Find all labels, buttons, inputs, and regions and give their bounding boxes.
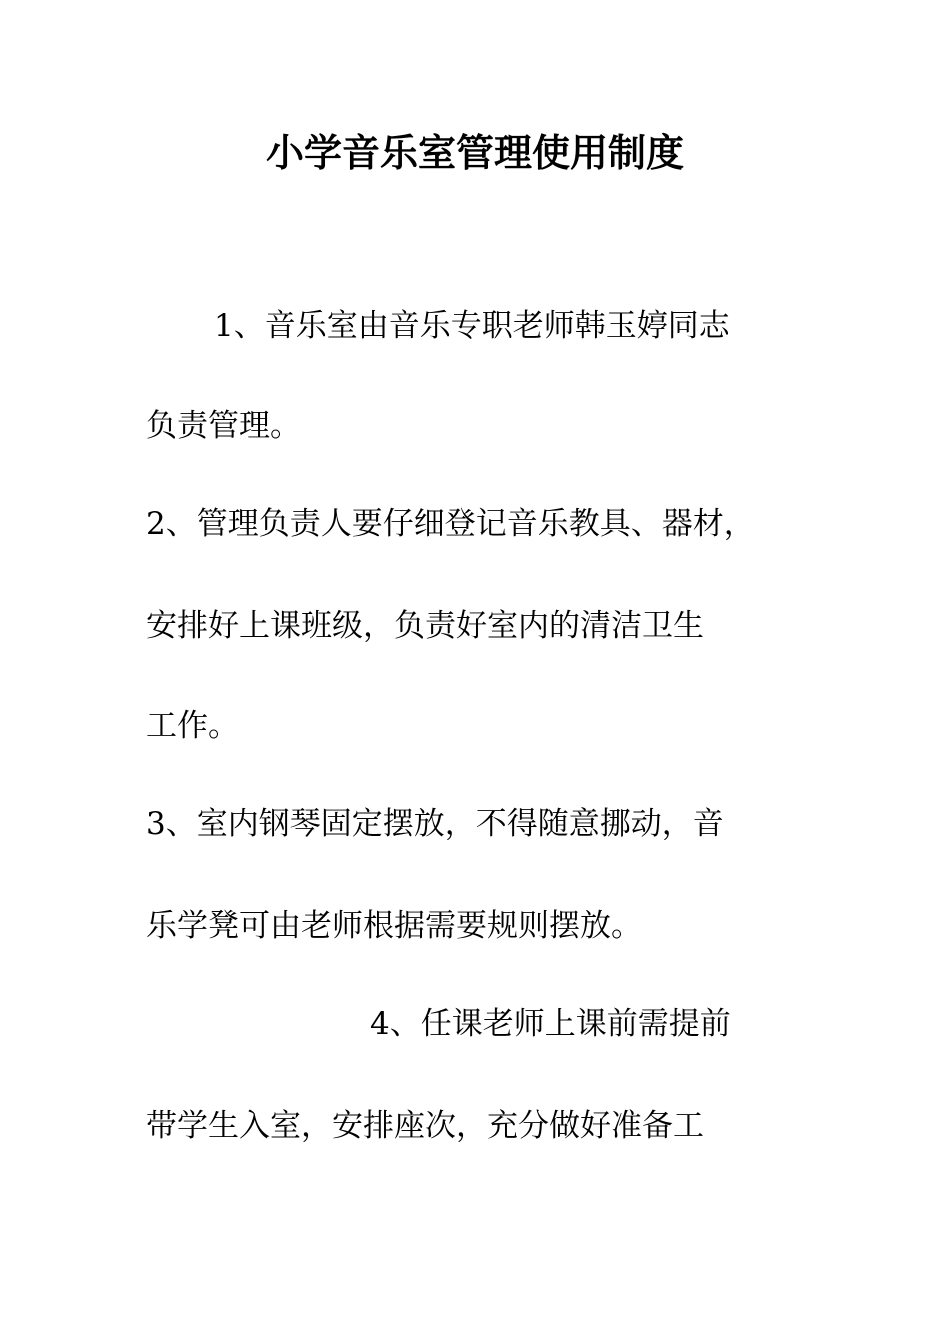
- document-title: 小学音乐室管理使用制度: [265, 131, 684, 175]
- text-line-8: 4、任课老师上课前需提前: [370, 1006, 731, 1042]
- text-line-2: 负责管理。: [146, 408, 301, 444]
- text-line-3: 2、管理负责人要仔细登记音乐教具、器材，: [146, 506, 755, 542]
- text-line-7: 乐学凳可由老师根据需要规则摆放。: [146, 908, 642, 944]
- text-line-4: 安排好上课班级，负责好室内的清洁卫生: [146, 608, 704, 644]
- text-line-5: 工作。: [146, 708, 239, 744]
- text-line-9: 带学生入室，安排座次，充分做好准备工: [146, 1108, 704, 1144]
- text-line-6: 3、室内钢琴固定摆放，不得随意挪动，音: [146, 806, 724, 842]
- text-line-1: 1、音乐室由音乐专职老师韩玉婷同志: [214, 308, 730, 344]
